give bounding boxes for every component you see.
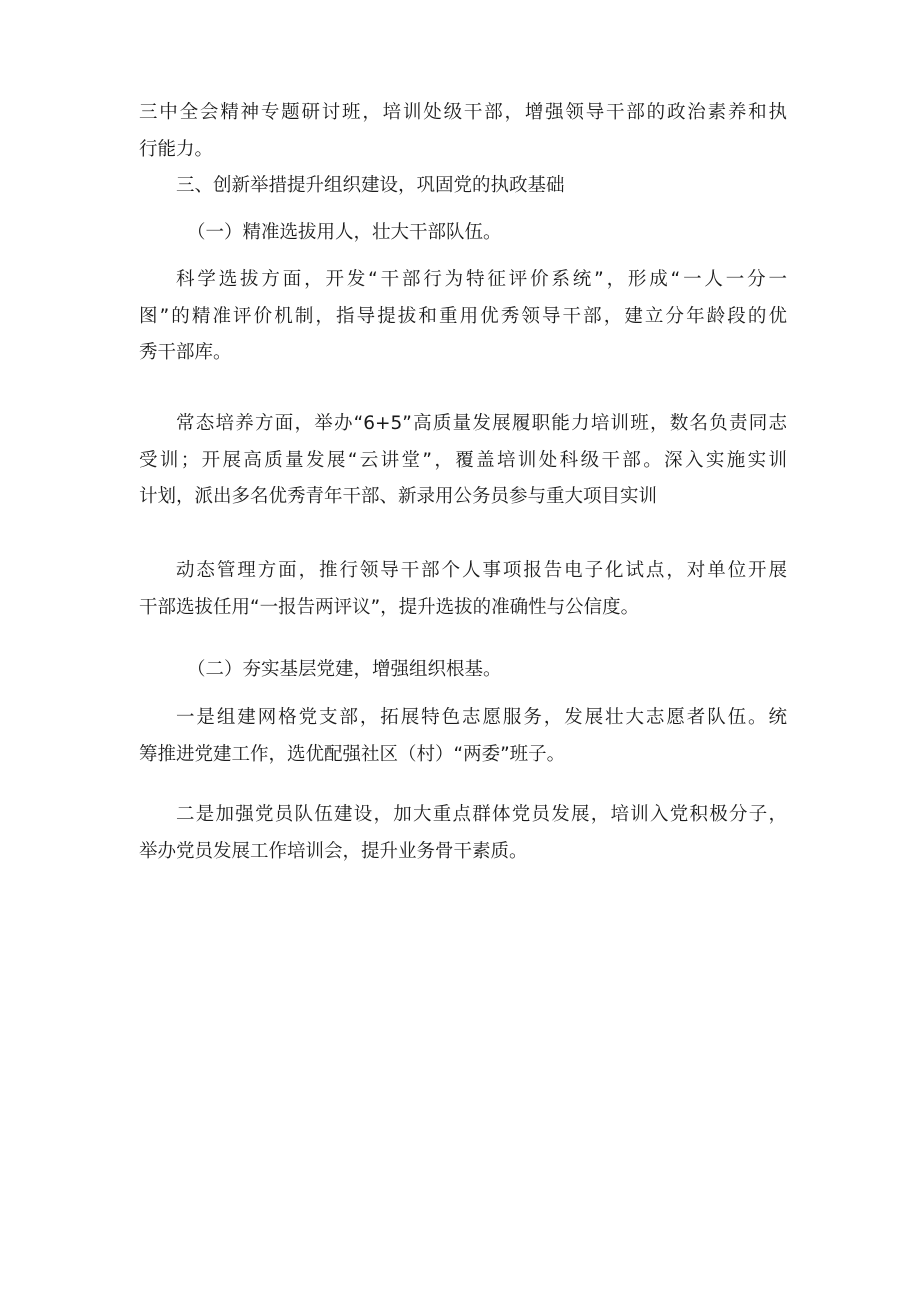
paragraph	[139, 553, 787, 626]
paragraph	[139, 700, 787, 773]
subheading-text: （一）精准选拔用人，壮大干部队伍。	[187, 222, 502, 243]
subheading-text: （二）夯实基层党建，增强组织根基。	[187, 659, 502, 680]
paragraph	[139, 406, 787, 516]
paragraph	[139, 262, 787, 372]
text-line: 常态培养方面，举办“6+5”高质量发展履职能力培训班，数名负责同志	[176, 413, 787, 434]
text-line: 干部选拔任用“一报告两评议”，提升选拔的准确性与公信度。	[139, 596, 640, 618]
text-line: 行能力。	[139, 138, 214, 160]
paragraph-continuation	[139, 95, 787, 168]
text-line: 计划，派出多名优秀青年干部、新录用公务员参与重大项目实训	[139, 486, 658, 507]
subsection-heading	[139, 215, 787, 252]
text-line: 一是组建网格党支部，拓展特色志愿服务，发展壮大志愿者队伍。统	[176, 707, 787, 728]
text-line: 举办党员发展工作培训会，提升业务骨干素质。	[139, 840, 528, 862]
text-line: 二是加强党员队伍建设，加大重点群体党员发展，培训入党积极分子，	[176, 804, 787, 825]
subsection-heading	[139, 652, 787, 689]
text-line: 科学选拔方面，开发“干部行为特征评价系统”，形成“一人一分一	[176, 269, 787, 290]
text-line: 秀干部库。	[139, 342, 232, 363]
section-heading	[139, 168, 787, 205]
paragraph	[139, 797, 787, 870]
heading-text: 三、创新举措提升组织建设，巩固党的执政基础	[176, 175, 565, 196]
text-line: 筹推进党建工作，选优配强社区（村）“两委”班子。	[139, 743, 566, 765]
text-line: 三中全会精神专题研讨班，培训处级干部，增强领导干部的政治素养和执	[139, 102, 787, 123]
text-line: 动态管理方面，推行领导干部个人事项报告电子化试点，对单位开展	[176, 560, 787, 581]
text-line: 图”的精准评价机制，指导提拔和重用优秀领导干部，建立分年龄段的优	[139, 305, 787, 327]
text-line: 受训；开展高质量发展“云讲堂”，覆盖培训处科级干部。深入实施实训	[139, 449, 787, 471]
